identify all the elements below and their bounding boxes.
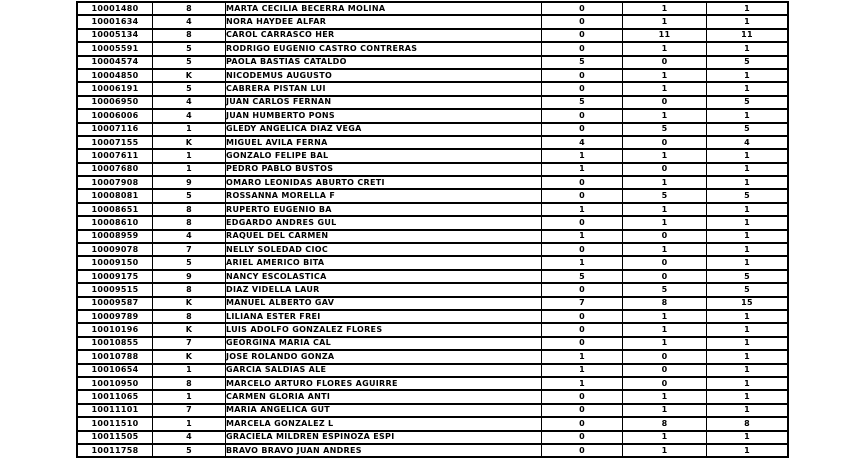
name-cell[interactable]: GONZALO FELIPE BAL: [226, 149, 542, 162]
total-cell[interactable]: 1: [707, 256, 789, 269]
total-cell[interactable]: 11: [707, 29, 789, 42]
table-row[interactable]: [77, 404, 788, 417]
check-digit-cell[interactable]: 5: [153, 82, 226, 95]
name-cell[interactable]: NELLY SOLEDAD CIOC: [226, 243, 542, 256]
value-a-cell[interactable]: 5: [542, 96, 623, 109]
table-row[interactable]: [77, 69, 788, 82]
value-a-cell[interactable]: 1: [542, 377, 623, 390]
total-cell[interactable]: 5: [707, 56, 789, 69]
name-cell[interactable]: MIGUEL AVILA FERNA: [226, 136, 542, 149]
name-cell[interactable]: DIAZ VIDELLA LAUR: [226, 283, 542, 296]
value-b-cell[interactable]: 8: [623, 417, 707, 430]
value-b-cell[interactable]: 1: [623, 337, 707, 350]
name-cell[interactable]: JUAN CARLOS FERNAN: [226, 96, 542, 109]
check-digit-cell[interactable]: 4: [153, 15, 226, 28]
value-a-cell[interactable]: 0: [542, 444, 623, 457]
value-b-cell[interactable]: 5: [623, 283, 707, 296]
total-cell[interactable]: 1: [707, 444, 789, 457]
check-digit-cell[interactable]: 1: [153, 123, 226, 136]
value-b-cell[interactable]: 1: [623, 404, 707, 417]
total-cell[interactable]: 8: [707, 417, 789, 430]
rut-cell[interactable]: 10011510: [77, 417, 153, 430]
value-b-cell[interactable]: 1: [623, 69, 707, 82]
value-a-cell[interactable]: 0: [542, 404, 623, 417]
check-digit-cell[interactable]: 4: [153, 230, 226, 243]
value-a-cell[interactable]: 5: [542, 270, 623, 283]
name-cell[interactable]: CABRERA PISTAN LUI: [226, 82, 542, 95]
table-row[interactable]: [77, 350, 788, 363]
value-b-cell[interactable]: 1: [623, 149, 707, 162]
table-row[interactable]: [77, 270, 788, 283]
rut-cell[interactable]: 10009078: [77, 243, 153, 256]
rut-cell[interactable]: 10007611: [77, 149, 153, 162]
check-digit-cell[interactable]: K: [153, 350, 226, 363]
value-b-cell[interactable]: 1: [623, 310, 707, 323]
value-b-cell[interactable]: 8: [623, 297, 707, 310]
table-row[interactable]: [77, 216, 788, 229]
table-row[interactable]: [77, 109, 788, 122]
table-row[interactable]: [77, 2, 788, 15]
name-cell[interactable]: BRAVO BRAVO JUAN ANDRES: [226, 444, 542, 457]
table-row[interactable]: [77, 136, 788, 149]
table-row[interactable]: [77, 283, 788, 296]
value-a-cell[interactable]: 1: [542, 203, 623, 216]
table-row[interactable]: [77, 203, 788, 216]
rut-cell[interactable]: 10010950: [77, 377, 153, 390]
rut-cell[interactable]: 10006191: [77, 82, 153, 95]
total-cell[interactable]: 1: [707, 364, 789, 377]
table-row[interactable]: [77, 377, 788, 390]
name-cell[interactable]: PEDRO PABLO BUSTOS: [226, 163, 542, 176]
table-row[interactable]: [77, 444, 788, 457]
value-a-cell[interactable]: 5: [542, 56, 623, 69]
total-cell[interactable]: 5: [707, 123, 789, 136]
value-a-cell[interactable]: 0: [542, 176, 623, 189]
table-row[interactable]: [77, 176, 788, 189]
value-a-cell[interactable]: 0: [542, 29, 623, 42]
check-digit-cell[interactable]: 8: [153, 203, 226, 216]
total-cell[interactable]: 5: [707, 96, 789, 109]
rut-cell[interactable]: 10004574: [77, 56, 153, 69]
check-digit-cell[interactable]: 7: [153, 337, 226, 350]
check-digit-cell[interactable]: 4: [153, 431, 226, 444]
value-a-cell[interactable]: 0: [542, 189, 623, 202]
check-digit-cell[interactable]: 8: [153, 2, 226, 15]
total-cell[interactable]: 1: [707, 323, 789, 336]
table-row[interactable]: [77, 96, 788, 109]
value-a-cell[interactable]: 0: [542, 431, 623, 444]
check-digit-cell[interactable]: 1: [153, 364, 226, 377]
table-row[interactable]: [77, 29, 788, 42]
check-digit-cell[interactable]: 1: [153, 163, 226, 176]
rut-cell[interactable]: 10010196: [77, 323, 153, 336]
rut-cell[interactable]: 10005134: [77, 29, 153, 42]
name-cell[interactable]: MARCELO ARTURO FLORES AGUIRRE: [226, 377, 542, 390]
value-a-cell[interactable]: 0: [542, 109, 623, 122]
value-b-cell[interactable]: 1: [623, 203, 707, 216]
total-cell[interactable]: 1: [707, 15, 789, 28]
table-row[interactable]: [77, 15, 788, 28]
check-digit-cell[interactable]: 4: [153, 96, 226, 109]
total-cell[interactable]: 1: [707, 69, 789, 82]
value-b-cell[interactable]: 1: [623, 176, 707, 189]
check-digit-cell[interactable]: K: [153, 136, 226, 149]
name-cell[interactable]: NANCY ESCOLASTICA: [226, 270, 542, 283]
check-digit-cell[interactable]: 8: [153, 29, 226, 42]
name-cell[interactable]: RAQUEL DEL CARMEN: [226, 230, 542, 243]
name-cell[interactable]: GLEDY ANGELICA DIAZ VEGA: [226, 123, 542, 136]
rut-cell[interactable]: 10010654: [77, 364, 153, 377]
name-cell[interactable]: CARMEN GLORIA ANTI: [226, 390, 542, 403]
check-digit-cell[interactable]: 1: [153, 149, 226, 162]
value-a-cell[interactable]: 1: [542, 163, 623, 176]
check-digit-cell[interactable]: 5: [153, 189, 226, 202]
name-cell[interactable]: OMARO LEONIDAS ABURTO CRETI: [226, 176, 542, 189]
value-a-cell[interactable]: 0: [542, 417, 623, 430]
total-cell[interactable]: 1: [707, 431, 789, 444]
total-cell[interactable]: 1: [707, 2, 789, 15]
total-cell[interactable]: 1: [707, 109, 789, 122]
table-row[interactable]: [77, 256, 788, 269]
check-digit-cell[interactable]: 8: [153, 283, 226, 296]
table-row[interactable]: [77, 243, 788, 256]
rut-cell[interactable]: 10006006: [77, 109, 153, 122]
table-row[interactable]: [77, 123, 788, 136]
table-row[interactable]: [77, 82, 788, 95]
rut-cell[interactable]: 10006950: [77, 96, 153, 109]
total-cell[interactable]: 1: [707, 390, 789, 403]
table-row[interactable]: [77, 337, 788, 350]
table-row[interactable]: [77, 297, 788, 310]
table-row[interactable]: [77, 417, 788, 430]
value-a-cell[interactable]: 7: [542, 297, 623, 310]
check-digit-cell[interactable]: 9: [153, 270, 226, 283]
total-cell[interactable]: 1: [707, 350, 789, 363]
total-cell[interactable]: 1: [707, 216, 789, 229]
total-cell[interactable]: 1: [707, 42, 789, 55]
value-a-cell[interactable]: 0: [542, 243, 623, 256]
name-cell[interactable]: NICODEMUS AUGUSTO: [226, 69, 542, 82]
rut-cell[interactable]: 10007116: [77, 123, 153, 136]
name-cell[interactable]: MARTA CECILIA BECERRA MOLINA: [226, 2, 542, 15]
value-b-cell[interactable]: 0: [623, 350, 707, 363]
name-cell[interactable]: EDGARDO ANDRES GUL: [226, 216, 542, 229]
value-b-cell[interactable]: 5: [623, 123, 707, 136]
rut-cell[interactable]: 10007908: [77, 176, 153, 189]
value-a-cell[interactable]: 0: [542, 2, 623, 15]
name-cell[interactable]: MARIA ANGELICA GUT: [226, 404, 542, 417]
value-b-cell[interactable]: 0: [623, 377, 707, 390]
name-cell[interactable]: JUAN HUMBERTO PONS: [226, 109, 542, 122]
table-row[interactable]: [77, 189, 788, 202]
rut-cell[interactable]: 10009587: [77, 297, 153, 310]
name-cell[interactable]: GRACIELA MILDREN ESPINOZA ESPI: [226, 431, 542, 444]
value-b-cell[interactable]: 1: [623, 42, 707, 55]
value-b-cell[interactable]: 1: [623, 431, 707, 444]
name-cell[interactable]: LUIS ADOLFO GONZALEZ FLORES: [226, 323, 542, 336]
rut-cell[interactable]: 10010788: [77, 350, 153, 363]
rut-cell[interactable]: 10009150: [77, 256, 153, 269]
value-b-cell[interactable]: 0: [623, 96, 707, 109]
name-cell[interactable]: RODRIGO EUGENIO CASTRO CONTRERAS: [226, 42, 542, 55]
name-cell[interactable]: LILIANA ESTER FREI: [226, 310, 542, 323]
rut-cell[interactable]: 10011505: [77, 431, 153, 444]
name-cell[interactable]: ROSSANNA MORELLA F: [226, 189, 542, 202]
total-cell[interactable]: 4: [707, 136, 789, 149]
rut-cell[interactable]: 10008081: [77, 189, 153, 202]
rut-cell[interactable]: 10009789: [77, 310, 153, 323]
name-cell[interactable]: MARCELA GONZALEZ L: [226, 417, 542, 430]
name-cell[interactable]: ARIEL AMERICO BITA: [226, 256, 542, 269]
table-row[interactable]: [77, 163, 788, 176]
name-cell[interactable]: JOSE ROLANDO GONZA: [226, 350, 542, 363]
total-cell[interactable]: 1: [707, 176, 789, 189]
table-row[interactable]: [77, 56, 788, 69]
table-row[interactable]: [77, 323, 788, 336]
value-a-cell[interactable]: 0: [542, 310, 623, 323]
total-cell[interactable]: 1: [707, 149, 789, 162]
value-a-cell[interactable]: 0: [542, 216, 623, 229]
value-a-cell[interactable]: 0: [542, 42, 623, 55]
value-a-cell[interactable]: 0: [542, 82, 623, 95]
rut-cell[interactable]: 10010855: [77, 337, 153, 350]
name-cell[interactable]: CAROL CARRASCO HER: [226, 29, 542, 42]
name-cell[interactable]: MANUEL ALBERTO GAV: [226, 297, 542, 310]
check-digit-cell[interactable]: 4: [153, 109, 226, 122]
value-a-cell[interactable]: 1: [542, 350, 623, 363]
check-digit-cell[interactable]: 5: [153, 56, 226, 69]
value-b-cell[interactable]: 5: [623, 189, 707, 202]
total-cell[interactable]: 1: [707, 243, 789, 256]
check-digit-cell[interactable]: 8: [153, 310, 226, 323]
rut-cell[interactable]: 10004850: [77, 69, 153, 82]
value-b-cell[interactable]: 1: [623, 390, 707, 403]
rut-cell[interactable]: 10009515: [77, 283, 153, 296]
value-b-cell[interactable]: 1: [623, 444, 707, 457]
value-b-cell[interactable]: 0: [623, 364, 707, 377]
table-row[interactable]: [77, 431, 788, 444]
check-digit-cell[interactable]: 1: [153, 390, 226, 403]
rut-cell[interactable]: 10011101: [77, 404, 153, 417]
rut-cell[interactable]: 10001634: [77, 15, 153, 28]
rut-cell[interactable]: 10005591: [77, 42, 153, 55]
value-a-cell[interactable]: 0: [542, 283, 623, 296]
value-b-cell[interactable]: 1: [623, 15, 707, 28]
value-a-cell[interactable]: 0: [542, 390, 623, 403]
value-b-cell[interactable]: 11: [623, 29, 707, 42]
table-row[interactable]: [77, 149, 788, 162]
total-cell[interactable]: 5: [707, 270, 789, 283]
value-a-cell[interactable]: 0: [542, 69, 623, 82]
value-a-cell[interactable]: 1: [542, 256, 623, 269]
check-digit-cell[interactable]: 8: [153, 377, 226, 390]
table-row[interactable]: [77, 230, 788, 243]
value-b-cell[interactable]: 0: [623, 230, 707, 243]
value-a-cell[interactable]: 0: [542, 337, 623, 350]
table-row[interactable]: [77, 364, 788, 377]
value-b-cell[interactable]: 1: [623, 109, 707, 122]
check-digit-cell[interactable]: K: [153, 323, 226, 336]
rut-cell[interactable]: 10009175: [77, 270, 153, 283]
rut-cell[interactable]: 10008651: [77, 203, 153, 216]
rut-cell[interactable]: 10007680: [77, 163, 153, 176]
name-cell[interactable]: PAOLA BASTIAS CATALDO: [226, 56, 542, 69]
value-a-cell[interactable]: 0: [542, 15, 623, 28]
name-cell[interactable]: GEORGINA MARIA CAL: [226, 337, 542, 350]
rut-cell[interactable]: 10007155: [77, 136, 153, 149]
table-row[interactable]: [77, 310, 788, 323]
check-digit-cell[interactable]: 8: [153, 216, 226, 229]
total-cell[interactable]: 15: [707, 297, 789, 310]
table-row[interactable]: [77, 42, 788, 55]
check-digit-cell[interactable]: 7: [153, 243, 226, 256]
rut-cell[interactable]: 10011065: [77, 390, 153, 403]
total-cell[interactable]: 1: [707, 377, 789, 390]
total-cell[interactable]: 1: [707, 337, 789, 350]
rut-cell[interactable]: 10008959: [77, 230, 153, 243]
check-digit-cell[interactable]: K: [153, 69, 226, 82]
total-cell[interactable]: 1: [707, 203, 789, 216]
total-cell[interactable]: 5: [707, 189, 789, 202]
name-cell[interactable]: NORA HAYDEE ALFAR: [226, 15, 542, 28]
value-b-cell[interactable]: 1: [623, 243, 707, 256]
records-table: [76, 1, 789, 458]
value-b-cell[interactable]: 1: [623, 82, 707, 95]
total-cell[interactable]: 1: [707, 82, 789, 95]
value-b-cell[interactable]: 0: [623, 56, 707, 69]
value-b-cell[interactable]: 0: [623, 136, 707, 149]
total-cell[interactable]: 1: [707, 310, 789, 323]
check-digit-cell[interactable]: 5: [153, 444, 226, 457]
value-a-cell[interactable]: 4: [542, 136, 623, 149]
value-b-cell[interactable]: 0: [623, 270, 707, 283]
value-b-cell[interactable]: 0: [623, 256, 707, 269]
name-cell[interactable]: RUPERTO EUGENIO BA: [226, 203, 542, 216]
rut-cell[interactable]: 10008610: [77, 216, 153, 229]
value-b-cell[interactable]: 1: [623, 216, 707, 229]
total-cell[interactable]: 1: [707, 163, 789, 176]
total-cell[interactable]: 5: [707, 283, 789, 296]
value-a-cell[interactable]: 1: [542, 364, 623, 377]
value-a-cell[interactable]: 0: [542, 123, 623, 136]
rut-cell[interactable]: 10011758: [77, 444, 153, 457]
check-digit-cell[interactable]: 9: [153, 176, 226, 189]
check-digit-cell[interactable]: K: [153, 297, 226, 310]
check-digit-cell[interactable]: 7: [153, 404, 226, 417]
check-digit-cell[interactable]: 5: [153, 42, 226, 55]
check-digit-cell[interactable]: 5: [153, 256, 226, 269]
name-cell[interactable]: GARCIA SALDIAS ALE: [226, 364, 542, 377]
total-cell[interactable]: 1: [707, 230, 789, 243]
value-b-cell[interactable]: 0: [623, 163, 707, 176]
value-a-cell[interactable]: 1: [542, 230, 623, 243]
rut-cell[interactable]: 10001480: [77, 2, 153, 15]
value-b-cell[interactable]: 1: [623, 2, 707, 15]
value-a-cell[interactable]: 1: [542, 149, 623, 162]
total-cell[interactable]: 1: [707, 404, 789, 417]
check-digit-cell[interactable]: 1: [153, 417, 226, 430]
table-row[interactable]: [77, 390, 788, 403]
value-b-cell[interactable]: 1: [623, 323, 707, 336]
value-a-cell[interactable]: 0: [542, 323, 623, 336]
